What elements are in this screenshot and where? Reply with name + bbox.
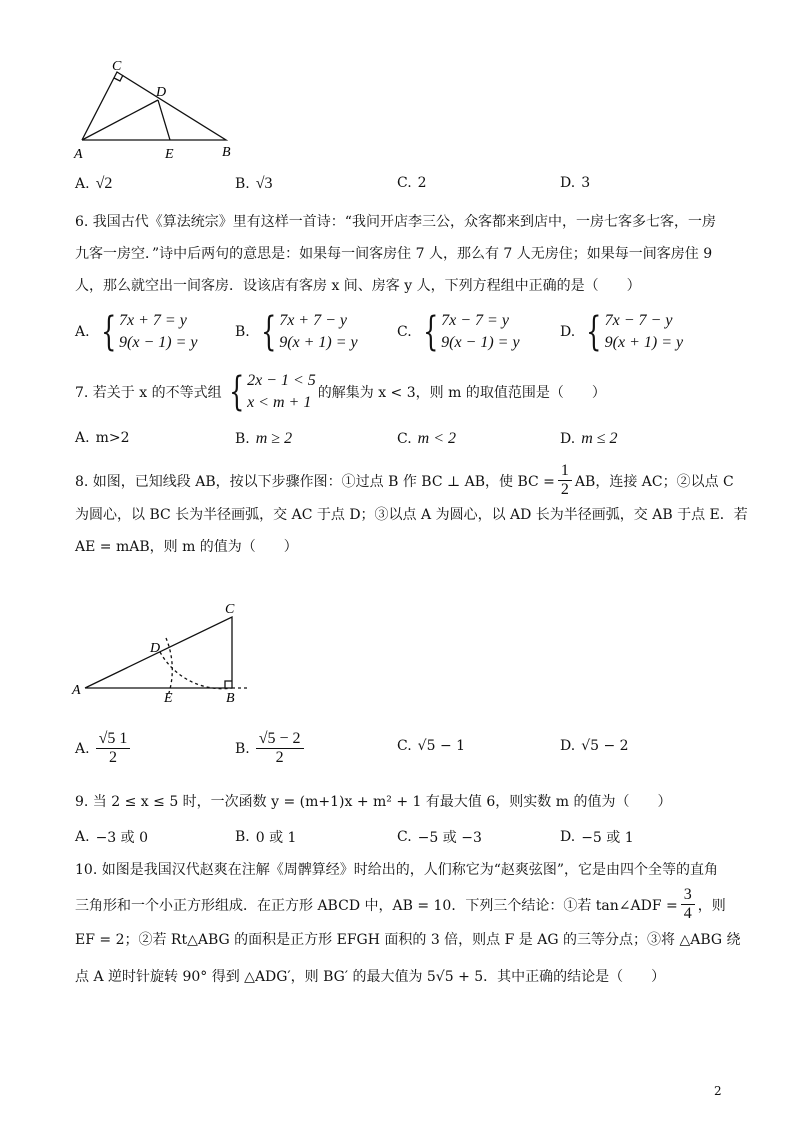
label-b: B: [222, 145, 231, 160]
option-letter: A.: [75, 829, 90, 845]
q6-option-d[interactable]: [560, 310, 683, 354]
q6-option-c[interactable]: [397, 310, 520, 354]
label-d: D: [156, 85, 167, 100]
equation: 7x − 7 − y: [604, 312, 673, 329]
fraction: [96, 730, 131, 767]
denominator: 2: [108, 749, 117, 766]
q7-option-b[interactable]: [235, 430, 292, 448]
label-a: A: [72, 683, 81, 698]
page-number: 2: [714, 1084, 722, 1098]
q10-line: [75, 886, 726, 923]
equation: 9(x + 1) = y: [279, 334, 358, 351]
equation: 9(x − 1) = y: [119, 334, 198, 351]
q10-line: 10. 如图是我国汉代赵爽在注解《周髀算经》时给出的，人们称它为“赵爽弦图”，它是由四个全等的直角: [75, 862, 719, 878]
segment-de: [158, 100, 170, 140]
option-letter: D.: [560, 324, 576, 340]
option-letter: C.: [397, 175, 412, 191]
brace-icon: {: [228, 369, 244, 415]
option-letter: D.: [560, 829, 576, 845]
numerator: √5 1: [96, 730, 131, 749]
q8-option-a[interactable]: [75, 730, 130, 767]
segment-ad: [82, 100, 158, 140]
q9-option-c[interactable]: [397, 827, 482, 847]
option-letter: A.: [75, 430, 90, 446]
q5-option-a[interactable]: [75, 175, 112, 193]
option-value: 0 或 1: [255, 830, 297, 846]
option-letter: B.: [235, 324, 250, 340]
label-a: A: [74, 147, 83, 162]
numerator: 3: [681, 886, 695, 905]
option-letter: B.: [235, 740, 250, 757]
q7-option-a[interactable]: [75, 430, 129, 446]
q10-text: ，则: [697, 897, 726, 914]
option-letter: B.: [235, 829, 250, 845]
label-c: C: [225, 602, 235, 617]
option-letter: C.: [397, 829, 412, 845]
equation: 7x + 7 − y: [279, 312, 347, 329]
q6-line: 人，那么就空出一间客房．设该店有客房 x 间、房客 y 人，下列方程组中正确的是（ ）: [75, 278, 641, 294]
fraction: [681, 886, 695, 923]
q8-option-c[interactable]: [397, 738, 465, 754]
triangle-abc: [82, 72, 226, 140]
q5-option-d[interactable]: [560, 175, 590, 191]
q6-line: 九客一房空．”诗中后两句的意思是：如果每一间客房住 7 人，那么有 7 人无房住；如果每一间客房住 9: [75, 246, 713, 262]
inequality: x < m + 1: [247, 394, 312, 411]
q9-option-b[interactable]: [235, 827, 296, 847]
equation: 9(x + 1) = y: [604, 334, 684, 351]
q8-text: AB，连接 AC；②以点 C: [574, 473, 734, 490]
q9-stem: 9. 当 2 ≤ x ≤ 5 时，一次函数 y = (m+1)x + m² + 1 有最大值 6，则实数 m 的值为（ ）: [75, 794, 672, 810]
brace-icon: {: [422, 309, 439, 355]
q9-option-d[interactable]: [560, 827, 634, 847]
option-value: 3: [581, 175, 591, 191]
q7-option-c[interactable]: [397, 430, 456, 448]
q8-line: 为圆心，以 BC 长为半径画弧，交 AC 于点 D；③以点 A 为圆心，以 AD 长为半径画弧，交 AB 于点 E．若: [75, 507, 748, 523]
option-value: m < 2: [417, 430, 457, 447]
equation: 9(x − 1) = y: [441, 334, 520, 351]
q8-line: [75, 462, 734, 499]
option-letter: A.: [75, 176, 90, 192]
q8-text: 8. 如图，已知线段 AB，按以下步骤作图：①过点 B 作 BC ⊥ AB，使 BC =: [75, 473, 555, 490]
option-value: −5 或 1: [581, 830, 634, 846]
label-c: C: [112, 60, 122, 74]
q10-line: EF = 2；②若 Rt△ABG 的面积是正方形 EFGH 面积的 3 倍，则点 F 是 AG 的三等分点；③将 △ABG 绕: [75, 932, 741, 948]
q8-option-d[interactable]: [560, 738, 629, 754]
option-letter: A.: [75, 324, 90, 340]
label-e: E: [165, 147, 174, 162]
q10-line: 点 A 逆时针旋转 90° 得到 △ADG′，则 BG′ 的最大值为 5√5 + 5．其中正确的结论是（ ）: [75, 969, 666, 985]
q10-text: 三角形和一个小正方形组成．在正方形 ABCD 中，AB = 10．下列三个结论：①若 tan∠ADF =: [75, 897, 678, 914]
q8-line: AE = mAB，则 m 的值为（ ）: [75, 539, 298, 555]
brace-icon: {: [260, 309, 277, 355]
q7-prefix: 7. 若关于 x 的不等式组: [75, 385, 222, 401]
q6-option-a[interactable]: [75, 310, 197, 354]
option-letter: C.: [397, 324, 412, 340]
option-letter: B.: [235, 431, 250, 447]
figure-triangle-abc: [70, 60, 240, 165]
q6-option-b[interactable]: [235, 310, 358, 354]
option-value: −3 或 0: [95, 830, 149, 846]
option-letter: D.: [560, 738, 576, 754]
option-letter: D.: [560, 431, 576, 447]
brace-icon: {: [586, 309, 602, 355]
q7-stem: [75, 370, 606, 414]
option-letter: D.: [560, 175, 576, 191]
option-value: m>2: [95, 430, 130, 446]
q5-option-c[interactable]: [397, 175, 427, 191]
option-value: m ≥ 2: [255, 430, 293, 447]
label-d: D: [150, 641, 161, 656]
label-b: B: [226, 691, 235, 706]
brace-icon: {: [100, 309, 116, 355]
option-value: √3: [255, 175, 273, 192]
numerator: 1: [558, 462, 572, 481]
q8-option-b[interactable]: [235, 730, 304, 767]
option-letter: C.: [397, 431, 412, 447]
q7-suffix: 的解集为 x < 3，则 m 的取值范围是（ ）: [317, 385, 606, 401]
equation: 7x − 7 = y: [441, 312, 509, 329]
option-value: 2: [417, 175, 427, 191]
numerator: √5 − 2: [256, 730, 304, 749]
denominator: 4: [683, 905, 692, 922]
figure-construction: [70, 598, 255, 708]
q5-option-b[interactable]: [235, 175, 273, 193]
option-value: √5 − 1: [417, 738, 466, 754]
equation: 7x + 7 = y: [119, 312, 187, 329]
option-value: m ≤ 2: [581, 430, 618, 447]
fraction: [256, 730, 304, 767]
option-value: √2: [95, 175, 113, 192]
label-e: E: [164, 691, 173, 706]
q9-option-a[interactable]: [75, 827, 148, 847]
option-letter: A.: [75, 740, 90, 757]
option-letter: B.: [235, 176, 250, 192]
fraction: [558, 462, 572, 499]
option-value: √5 − 2: [581, 738, 629, 754]
option-value: −5 或 −3: [417, 830, 482, 846]
denominator: 2: [275, 749, 284, 766]
inequality: 2x − 1 < 5: [247, 372, 316, 389]
q6-line: 6. 我国古代《算法统宗》里有这样一首诗：“我问开店李三公，众客都来到店中，一房七客多七客，一房: [75, 214, 716, 230]
option-letter: C.: [397, 738, 412, 754]
denominator: 2: [560, 481, 569, 498]
right-angle-mark: [225, 681, 232, 688]
q7-option-d[interactable]: [560, 430, 618, 448]
